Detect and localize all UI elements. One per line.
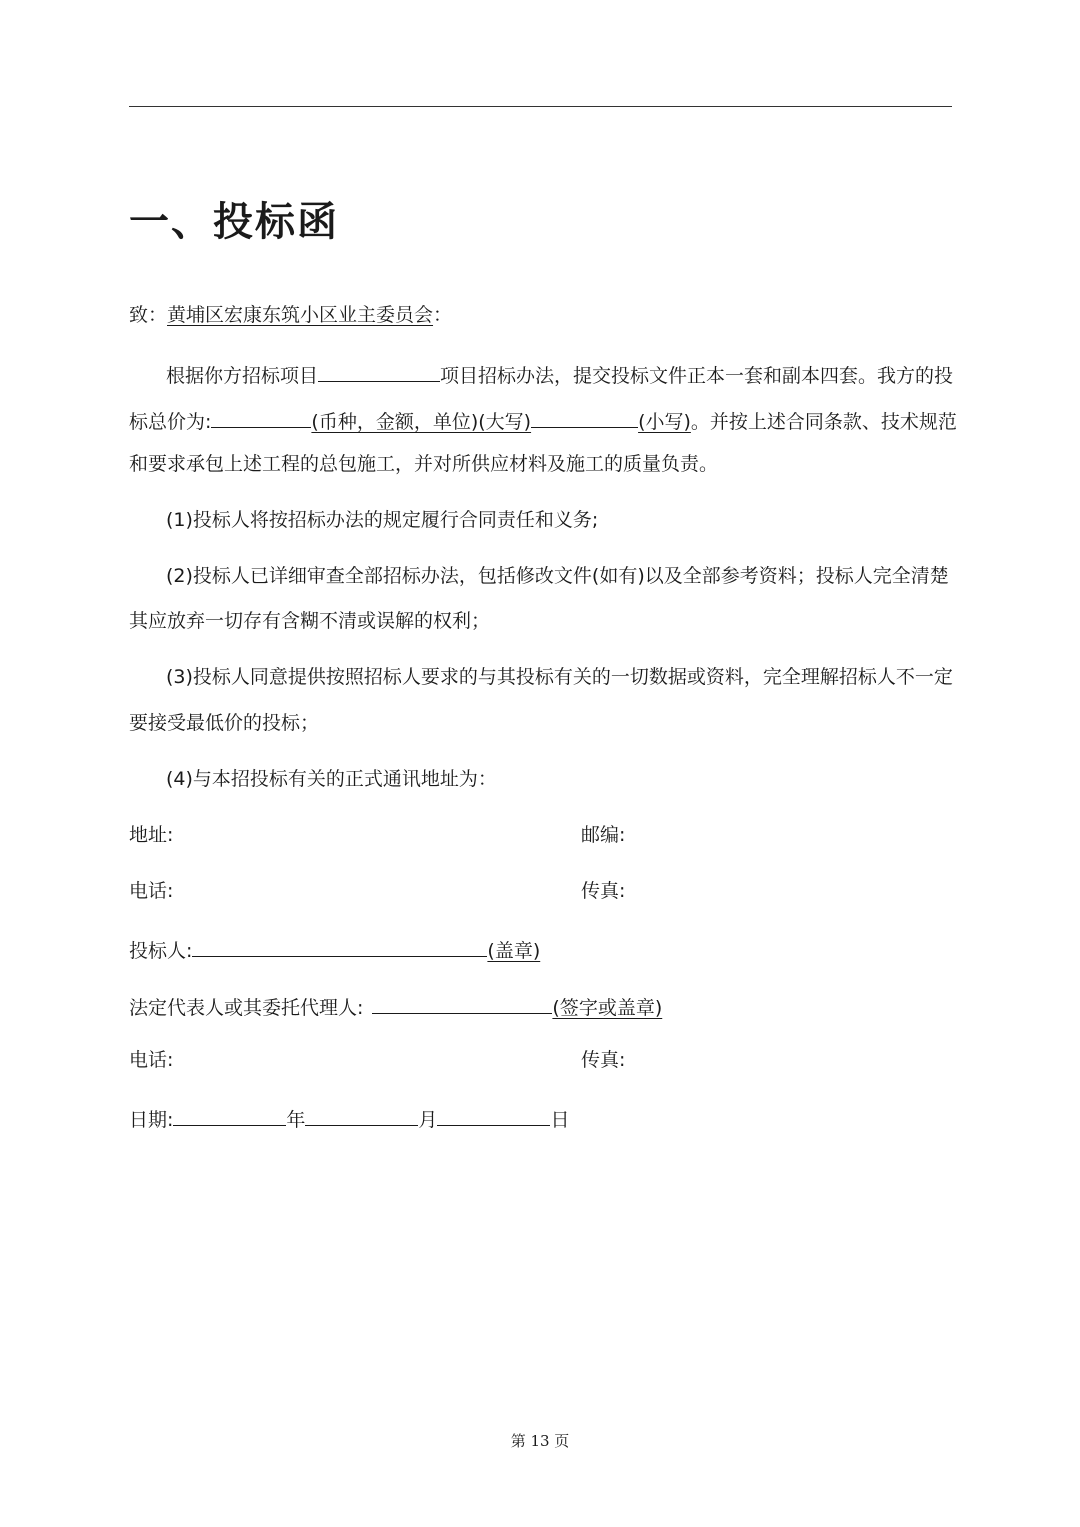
representative-line — [129, 991, 662, 1021]
phone2-label: 电话: — [129, 1049, 174, 1071]
para1-line1 — [166, 359, 953, 389]
item-1: (1)投标人将按招标办法的规定履行合同责任和义务; — [166, 509, 599, 531]
item-3-line2: 要接受最低价的投标； — [129, 712, 320, 734]
project-name-blank — [318, 359, 440, 382]
year-text: 年 — [286, 1109, 306, 1131]
date-line — [129, 1103, 569, 1133]
item-2-line2: 其应放弃一切存有含糊不清或误解的权利； — [129, 610, 491, 632]
addressee-name: 黄埔区宏康东筑小区业主委员会 — [167, 304, 434, 326]
addressee-line — [129, 302, 452, 328]
lowercase-text: (小写) — [638, 411, 691, 433]
item-2-line1: (2)投标人已详细审查全部招标办法，包括修改文件(如有)以及全部参考资料；投标人完全清楚 — [166, 565, 949, 587]
para1-text-d: 。并按上述合同条款、技术规范 — [690, 411, 957, 433]
header-rule — [129, 106, 952, 107]
representative-label: 法定代表人或其委托代理人: — [129, 997, 364, 1019]
currency-spec-text: (币种，金额，单位)(大写) — [311, 411, 532, 433]
month-text: 月 — [418, 1109, 438, 1131]
bidder-stamp-text: (盖章) — [487, 940, 541, 962]
price-upper-blank — [211, 405, 311, 428]
item-4: (4)与本招投标有关的正式通讯地址为： — [166, 768, 497, 790]
para1-line3: 和要求承包上述工程的总包施工，并对所供应材料及施工的质量负责。 — [129, 453, 719, 475]
page-number: 第 13 页 — [510, 1432, 570, 1450]
para1-text-b: 项目招标办法，提交投标文件正本一套和副本四套。我方的投 — [440, 365, 954, 387]
date-label: 日期: — [129, 1109, 174, 1131]
item-3-line1: (3)投标人同意提供按照招标人要求的与其投标有关的一切数据或资料，完全理解招标人不一定 — [166, 666, 953, 688]
bidder-label: 投标人: — [129, 940, 193, 962]
representative-blank — [372, 991, 552, 1014]
fax-label: 传真: — [581, 880, 626, 902]
postcode-label: 邮编: — [581, 824, 626, 846]
address-label: 地址: — [129, 824, 174, 846]
para1-text-a: 根据你方招标项目 — [166, 365, 319, 387]
representative-sign-text: (签字或盖章) — [552, 997, 663, 1019]
para1-line2 — [129, 405, 957, 435]
total-price-label: 标总价为: — [129, 411, 212, 433]
bidder-blank — [192, 934, 487, 957]
fax2-label: 传真: — [581, 1049, 626, 1071]
section-title: 一、投标函 — [129, 199, 339, 245]
addressee-suffix: ： — [433, 304, 453, 326]
bidder-line — [129, 934, 540, 964]
month-blank — [305, 1103, 418, 1126]
phone-label: 电话: — [129, 880, 174, 902]
price-lower-blank — [531, 405, 638, 428]
day-text: 日 — [550, 1109, 570, 1131]
day-blank — [437, 1103, 550, 1126]
addressee-prefix: 致： — [129, 304, 168, 326]
year-blank — [173, 1103, 286, 1126]
